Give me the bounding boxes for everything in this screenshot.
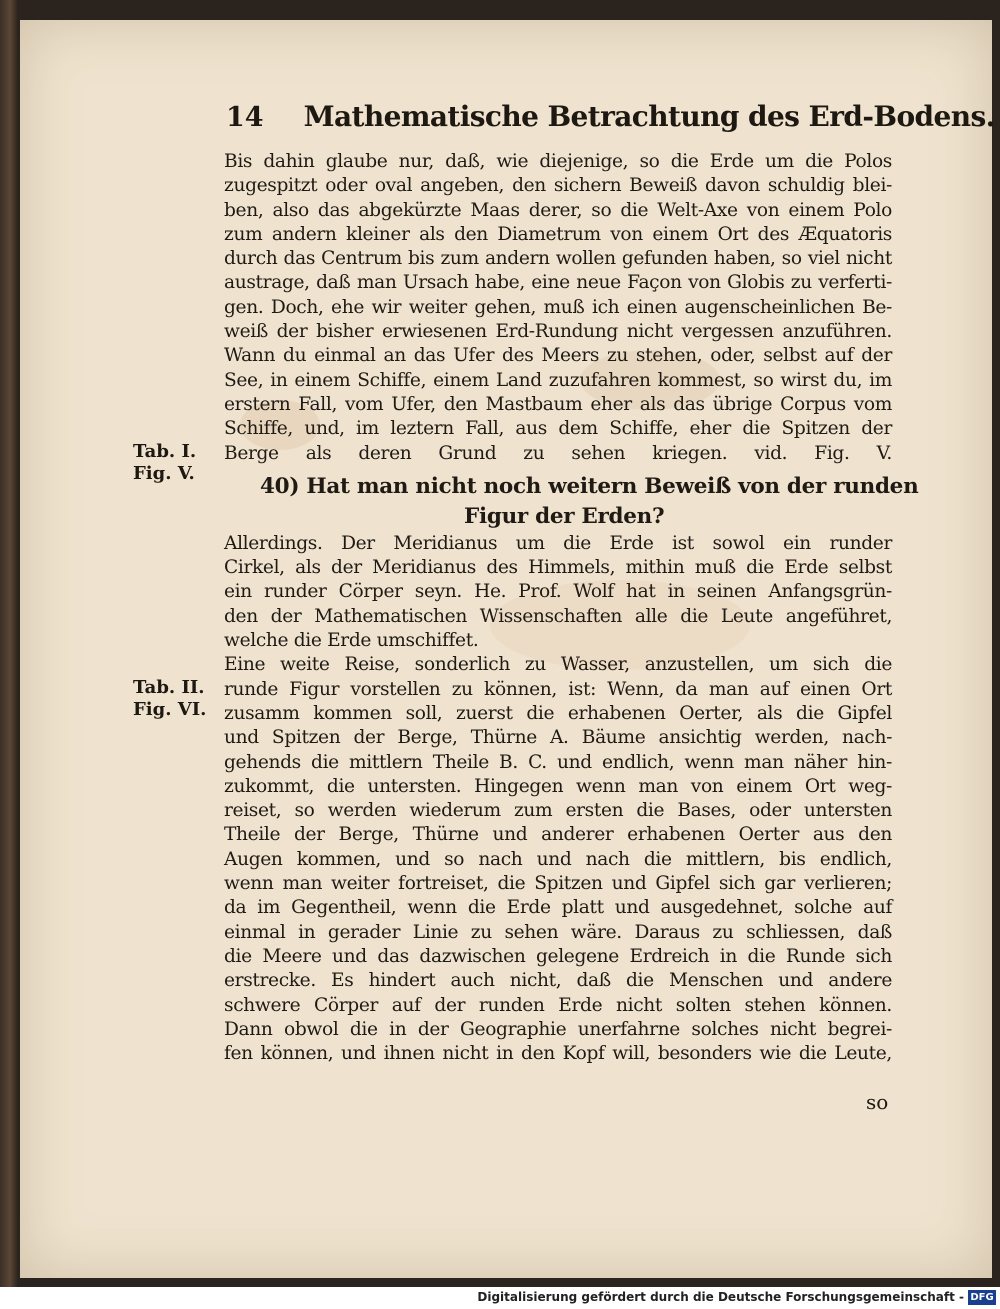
text-line: einmal in gerader Linie zu sehen wäre. Daraus zu schliessen, daß — [224, 921, 892, 943]
text-line: ben, also das abgekürzte Maas derer, so die Welt-Axe von einem Polo — [224, 199, 892, 221]
text-line: welche die Erde umschiffet. — [224, 630, 479, 652]
text-line: durch das Centrum bis zum andern wollen gefunden haben, so viel nicht — [224, 248, 892, 270]
running-head: Mathematische Betrachtung des Erd-Bodens. — [303, 100, 995, 133]
section-heading: Figur der Erden? — [464, 503, 665, 529]
text-line: Wann du einmal an das Ufer des Meers zu stehen, oder, selbst auf der — [224, 345, 892, 367]
text-line: erstrecke. Es hindert auch nicht, daß die Menschen und andere — [224, 970, 892, 992]
paragraph-3 — [224, 653, 892, 1066]
text-line: Dann obwol die in der Geographie unerfahrne solches nicht begrei- — [224, 1018, 892, 1040]
text-line: austrage, daß man Ursach habe, eine neue Façon von Globis zu verferti- — [224, 272, 892, 294]
paragraph-2 — [224, 532, 892, 653]
text-line: Allerdings. Der Meridianus um die Erde ist sowol ein runder — [224, 532, 892, 554]
footer-credit: Digitalisierung gefördert durch die Deutsche Forschungsgemeinschaft - — [477, 1290, 964, 1304]
text-line: reiset, so werden wiederum zum ersten die Bases, oder untersten — [224, 800, 892, 822]
body-text — [224, 150, 919, 1066]
margin-note-tab1 — [133, 441, 196, 485]
text-line: zusamm kommen soll, zuerst die erhabenen Oerter, als die Gipfel — [224, 702, 892, 724]
text-line: und Spitzen der Berge, Thürne A. Bäume ansichtig werden, nach- — [224, 727, 892, 749]
margin-note-tab2 — [133, 677, 206, 721]
text-line: Cirkel, als der Meridianus des Himmels, mithin muß die Erde selbst — [224, 557, 892, 579]
text-line: gehends die mittlern Theile B. C. und endlich, wenn man näher hin- — [224, 751, 892, 773]
text-line: da im Gegentheil, wenn die Erde platt und ausgedehnet, solche auf — [224, 897, 892, 919]
text-line: Berge als deren Grund zu sehen kriegen. vid. Fig. V. — [224, 442, 892, 464]
section-heading: 40) Hat man nicht noch weitern Beweiß von der runden — [260, 473, 919, 499]
catchword: so — [866, 1090, 889, 1114]
margin-note-line: Fig. VI. — [133, 699, 207, 720]
text-line: die Meere und das dazwischen gelegene Erdreich in die Runde sich — [224, 945, 892, 967]
text-line: runde Figur vorstellen zu können, ist: Wenn, da man auf einen Ort — [224, 678, 892, 700]
text-line: weiß der bisher erwiesenen Erd-Rundung nicht vergessen anzuführen. — [224, 321, 892, 343]
text-line: Bis dahin glaube nur, daß, wie diejenige, so die Erde um die Polos — [224, 151, 892, 172]
text-line: ein runder Cörper seyn. He. Prof. Wolf hat in seinen Anfangsgrün- — [224, 581, 892, 603]
text-line: Eine weite Reise, sonderlich zu Wasser, anzustellen, um sich die — [224, 654, 892, 676]
paragraph-1 — [224, 150, 892, 466]
text-line: zugespitzt oder oval angeben, den sichern Beweiß davon schuldig blei- — [224, 175, 892, 197]
text-line: See, in einem Schiffe, einem Land zuzufahren kommest, so wirst du, im — [224, 369, 892, 391]
text-line: schwere Cörper auf der runden Erde nicht solten stehen können. — [224, 994, 892, 1016]
text-line: zukommt, die untersten. Hingegen wenn man von einem Ort weg- — [224, 775, 892, 797]
text-line: Augen kommen, und so nach und nach die mittlern, bis endlich, — [224, 848, 892, 870]
text-line: gen. Doch, ehe wir weiter gehen, muß ich einen augenscheinlichen Be- — [224, 296, 892, 318]
page-number: 14 — [226, 102, 264, 133]
text-line: den der Mathematischen Wissenschaften alle die Leute angeführet, — [224, 605, 892, 627]
footer-bar — [0, 1287, 1000, 1309]
dfg-logo-icon: DFG — [968, 1290, 996, 1305]
text-line: Schiffe, und, im leztern Fall, aus dem Schiffe, eher die Spitzen der — [224, 418, 892, 440]
text-line: zum andern kleiner als den Diametrum von einem Ort des Æquatoris — [224, 223, 892, 245]
page-header — [226, 100, 995, 150]
margin-note-line: Tab. II. — [133, 677, 205, 698]
text-line: Theile der Berge, Thürne und anderer erhabenen Oerter aus den — [224, 824, 892, 846]
text-line: wenn man weiter fortreiset, die Spitzen und Gipfel sich gar verlieren; — [224, 873, 892, 895]
text-line: erstern Fall, vom Ufer, den Mastbaum eher als das übrige Corpus vom — [224, 393, 892, 415]
text-line: fen können, und ihnen nicht in den Kopf will, besonders wie die Leute, — [224, 1043, 892, 1065]
margin-note-line: Fig. V. — [133, 463, 195, 484]
margin-note-line: Tab. I. — [133, 441, 197, 462]
